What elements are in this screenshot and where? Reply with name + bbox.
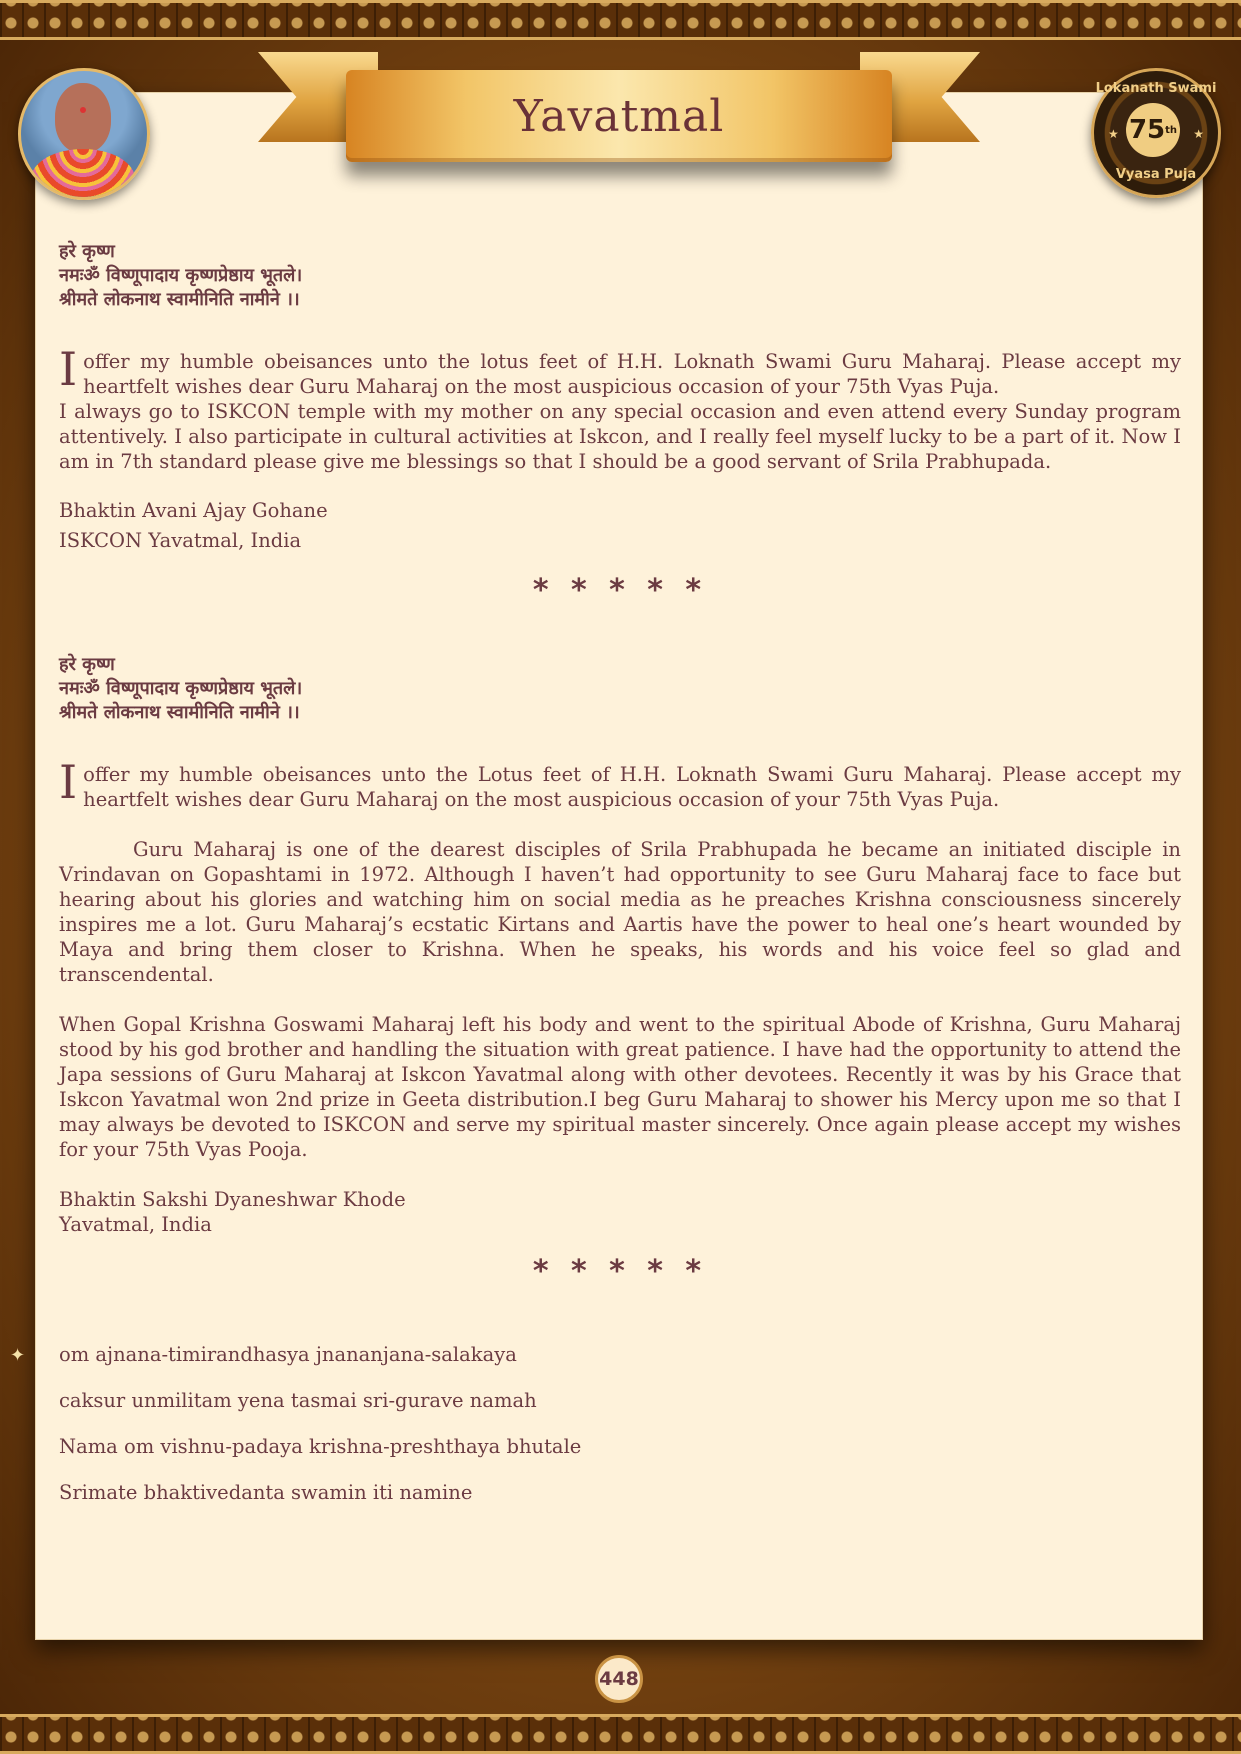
decorative-border-bottom <box>0 1714 1241 1754</box>
offering-paragraph: Guru Maharaj is one of the dearest disciples of Srila Prabhupada he became an initiated disciple in Vrindavan on Gopashtami in 1972. Although I haven’t had opportunity to see Guru Maharaj face to face but hearing about his glories and watching him on social media as he preaches Krishna consciousness sincerely inspires me a lot. Guru Maharaj’s ecstatic Kirtans and Aartis have the power to heal one’s heart wounded by Maya and bring them closer to Krishna. When he speaks, his words and his voice feel so glad and transcendental. <box>59 838 1181 986</box>
offering-opening <box>59 342 1181 399</box>
page-content <box>59 240 1181 1505</box>
title-ribbon <box>258 50 980 185</box>
sanskrit-line: हरे कृष्ण <box>59 654 115 675</box>
drop-cap: I <box>59 342 78 396</box>
section-separator: * * * * * <box>532 1254 708 1289</box>
page-number: 448 <box>595 1655 643 1703</box>
section-separator: * * * * * <box>532 573 708 608</box>
sanskrit-line: नमःॐ विष्णूपादाय कृष्णप्रेष्ठाय भूतले। <box>59 678 303 699</box>
guru-portrait <box>18 68 150 200</box>
anniversary-badge-icon <box>1091 68 1221 198</box>
offering-opening <box>59 755 1181 812</box>
page-title: Yavatmal <box>513 90 725 142</box>
portrait-garland <box>31 149 135 200</box>
sanskrit-invocation <box>59 240 1181 312</box>
author-place: ISKCON Yavatmal, India <box>59 529 302 552</box>
sanskrit-line: हरे कृष्ण <box>59 241 115 262</box>
offering-paragraph: When Gopal Krishna Goswami Maharaj left his body and went to the spiritual Abode of Krishna, Guru Maharaj stood by his god brother and handling the situation with great patience. I have had the opportunity to attend the Japa sessions of Guru Maharaj at Iskcon Yavatmal along with other devotees. Recently it was by his Grace that Iskcon Yavatmal won 2nd prize in Geeta distribution.I beg Guru Maharaj to shower his Mercy upon me so that I may always be devoted to ISKCON and serve my spiritual master sincerely. Once again please accept my wishes for your 75th Vyas Pooja. <box>59 1013 1181 1161</box>
badge-top-text: Lokanath Swami <box>1095 81 1217 96</box>
sanskrit-line: नमःॐ विष्णूपादाय कृष्णप्रेष्ठाय भूतले। <box>59 265 303 286</box>
decorative-border-top <box>0 0 1241 40</box>
sanskrit-line: श्रीमते लोकनाथ स्वामीनिति नामीने ।। <box>59 702 300 723</box>
badge-number <box>1126 103 1180 157</box>
portrait-face <box>55 83 111 153</box>
sanskrit-invocation <box>59 653 1181 725</box>
badge-bottom-text: Vyasa Puja <box>1115 167 1197 182</box>
author-name: Bhaktin Sakshi Dyaneshwar Khode <box>59 1188 406 1211</box>
portrait-tilak <box>80 107 86 113</box>
opening-text: offer my humble obeisances unto the Lotus feet of H.H. Loknath Swami Guru Maharaj. Please accept my heartfelt wishes dear Guru Maharaj on the most auspicious occasion of your 75th Vyas Puja. <box>83 763 1181 811</box>
offering-body: I always go to ISKCON temple with my mother on any special occasion and even attend every Sunday program attentively. I also participate in cultural activities at Iskcon, and I really feel myself lucky to be a part of it. Now I am in 7th standard please give me blessings so that I should be a good servant of Srila Prabhupada. <box>59 400 1181 473</box>
sparkle-icon: ✦ <box>10 1345 26 1366</box>
badge-number-suffix: th <box>1165 124 1178 136</box>
ribbon-banner <box>346 70 892 162</box>
drop-cap: I <box>59 755 78 809</box>
closing-verse <box>59 1342 1181 1505</box>
verse-line: om ajnana-timirandhasya jnananjana-salakaya <box>59 1343 517 1366</box>
verse-line: caksur unmilitam yena tasmai sri-gurave namah <box>59 1389 537 1412</box>
badge-number-value: 75 <box>1128 115 1166 145</box>
sanskrit-line: श्रीमते लोकनाथ स्वामीनिति नामीने ।। <box>59 289 300 310</box>
verse-line: Srimate bhaktivedanta swamin iti namine <box>59 1481 473 1504</box>
badge-star-icon: ★ <box>1193 127 1204 141</box>
badge-star-icon: ★ <box>1108 127 1119 141</box>
author-name: Bhaktin Avani Ajay Gohane <box>59 499 328 522</box>
verse-line: Nama om vishnu-padaya krishna-preshthaya bhutale <box>59 1435 582 1458</box>
opening-text: offer my humble obeisances unto the lotus feet of H.H. Loknath Swami Guru Maharaj. Please accept my heartfelt wishes dear Guru Maharaj on the most auspicious occasion of your 75th Vyas Puja. <box>83 350 1181 398</box>
author-place: Yavatmal, India <box>59 1213 212 1236</box>
